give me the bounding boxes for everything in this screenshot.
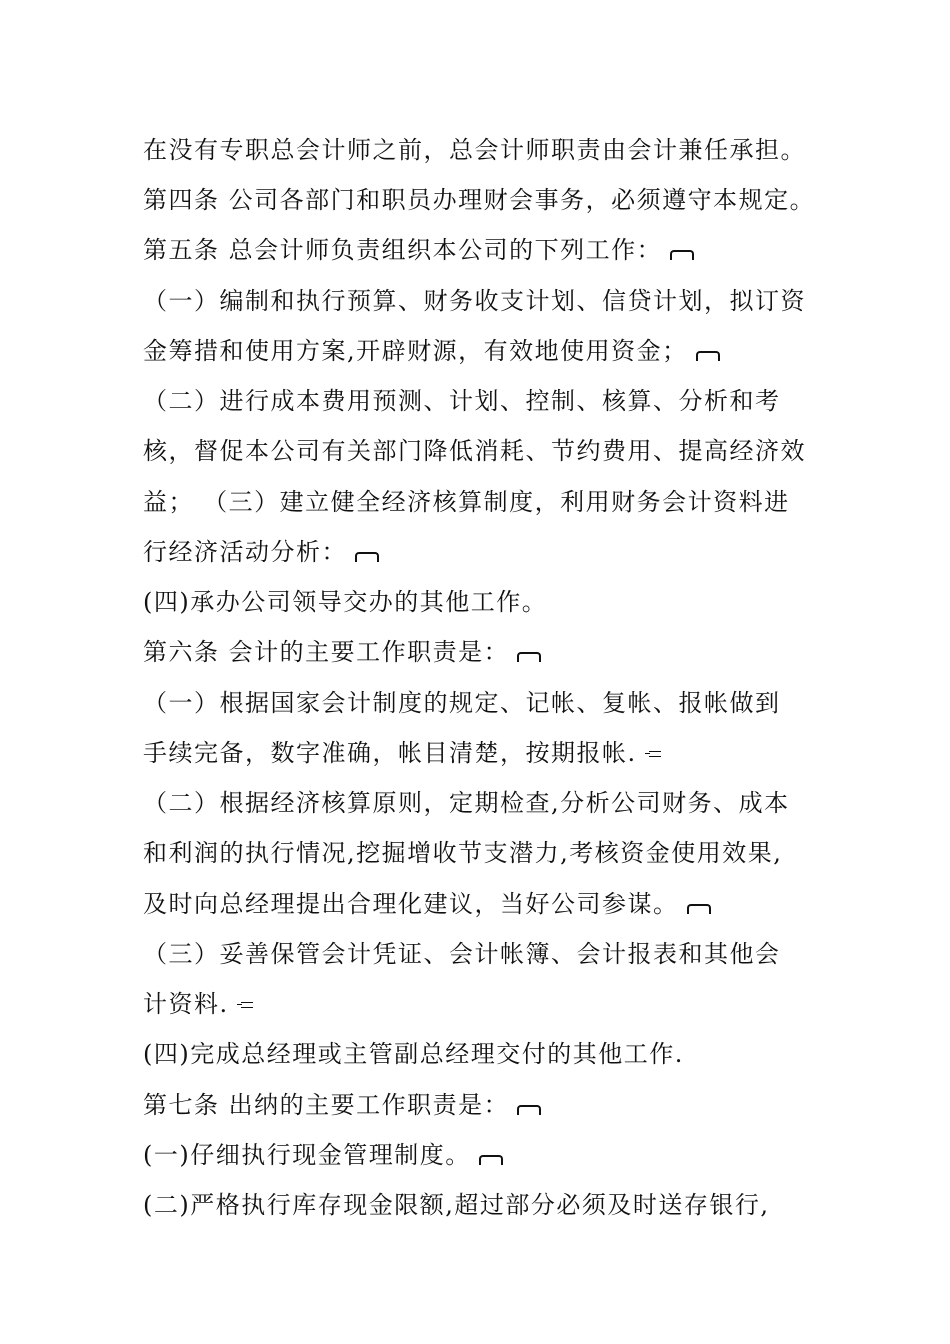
line-text: 行经济活动分析： (143, 538, 347, 566)
text-line (143, 788, 790, 818)
line-text: （一）编制和执行预算、财务收支计划、信贷计划，拟订资 (143, 287, 806, 315)
text-line (143, 637, 541, 667)
line-break-mark-icon (645, 749, 661, 759)
line-text: 益； （三）建立健全经济核算制度，利用财务会计资料进 (143, 488, 790, 516)
line-text: 及时向总经理提出合理化建议，当好公司参谋。 (143, 890, 679, 918)
text-line (143, 1140, 503, 1170)
line-text: （二）进行成本费用预测、计划、控制、核算、分析和考 (143, 387, 781, 415)
line-text: （一）根据国家会计制度的规定、记帐、复帐、报帐做到 (143, 689, 781, 717)
line-break-mark-icon (237, 1000, 253, 1010)
paragraph-mark-icon (355, 552, 379, 562)
text-line (143, 989, 253, 1019)
text-line (143, 386, 781, 416)
text-line (143, 135, 806, 165)
line-text: (二)严格执行库存现金限额,超过部分必须及时送存银行, (143, 1191, 770, 1219)
line-text: 第五条 总会计师负责组织本公司的下列工作： (143, 236, 663, 264)
paragraph-mark-icon (687, 904, 711, 914)
line-text: 计资料. (143, 990, 229, 1018)
line-text: 核，督促本公司有关部门降低消耗、节约费用、提高经济效 (143, 437, 806, 465)
text-line (143, 838, 782, 868)
paragraph-mark-icon (517, 652, 541, 662)
text-line (143, 235, 694, 265)
text-line (143, 537, 379, 567)
text-line (143, 738, 661, 768)
line-text: 在没有专职总会计师之前，总会计师职责由会计兼任承担。 (143, 136, 806, 164)
line-text: （二）根据经济核算原则，定期检查,分析公司财务、成本 (143, 789, 790, 817)
paragraph-mark-icon (517, 1105, 541, 1115)
line-text: (四)完成总经理或主管副总经理交付的其他工作. (143, 1040, 684, 1068)
line-text: 手续完备，数字准确，帐目清楚，按期报帐. (143, 739, 637, 767)
text-line (143, 939, 781, 969)
line-text: 第七条 出纳的主要工作职责是： (143, 1091, 510, 1119)
text-line (143, 688, 781, 718)
text-line (143, 487, 790, 517)
line-text: 第四条 公司各部门和职员办理财会事务，必须遵守本规定。 (143, 186, 816, 214)
text-line (143, 1090, 541, 1120)
line-text: (四)承办公司领导交办的其他工作。 (143, 588, 548, 616)
line-text: 第六条 会计的主要工作职责是： (143, 638, 510, 666)
text-line (143, 436, 806, 466)
line-text: 和利润的执行情况,挖掘增收节支潜力,考核资金使用效果, (143, 839, 783, 867)
line-text: (一)仔细执行现金管理制度。 (143, 1141, 471, 1169)
text-line (143, 336, 720, 366)
text-line (143, 185, 815, 215)
paragraph-mark-icon (696, 351, 720, 361)
text-line (143, 286, 806, 316)
text-line (143, 1190, 769, 1220)
paragraph-mark-icon (670, 250, 694, 260)
line-text: 金筹措和使用方案,开辟财源，有效地使用资金； (143, 337, 688, 365)
text-line (143, 587, 547, 617)
line-text: （三）妥善保管会计凭证、会计帐簿、会计报表和其他会 (143, 940, 781, 968)
text-line (143, 1039, 684, 1069)
paragraph-mark-icon (479, 1155, 503, 1165)
text-line (143, 889, 711, 919)
